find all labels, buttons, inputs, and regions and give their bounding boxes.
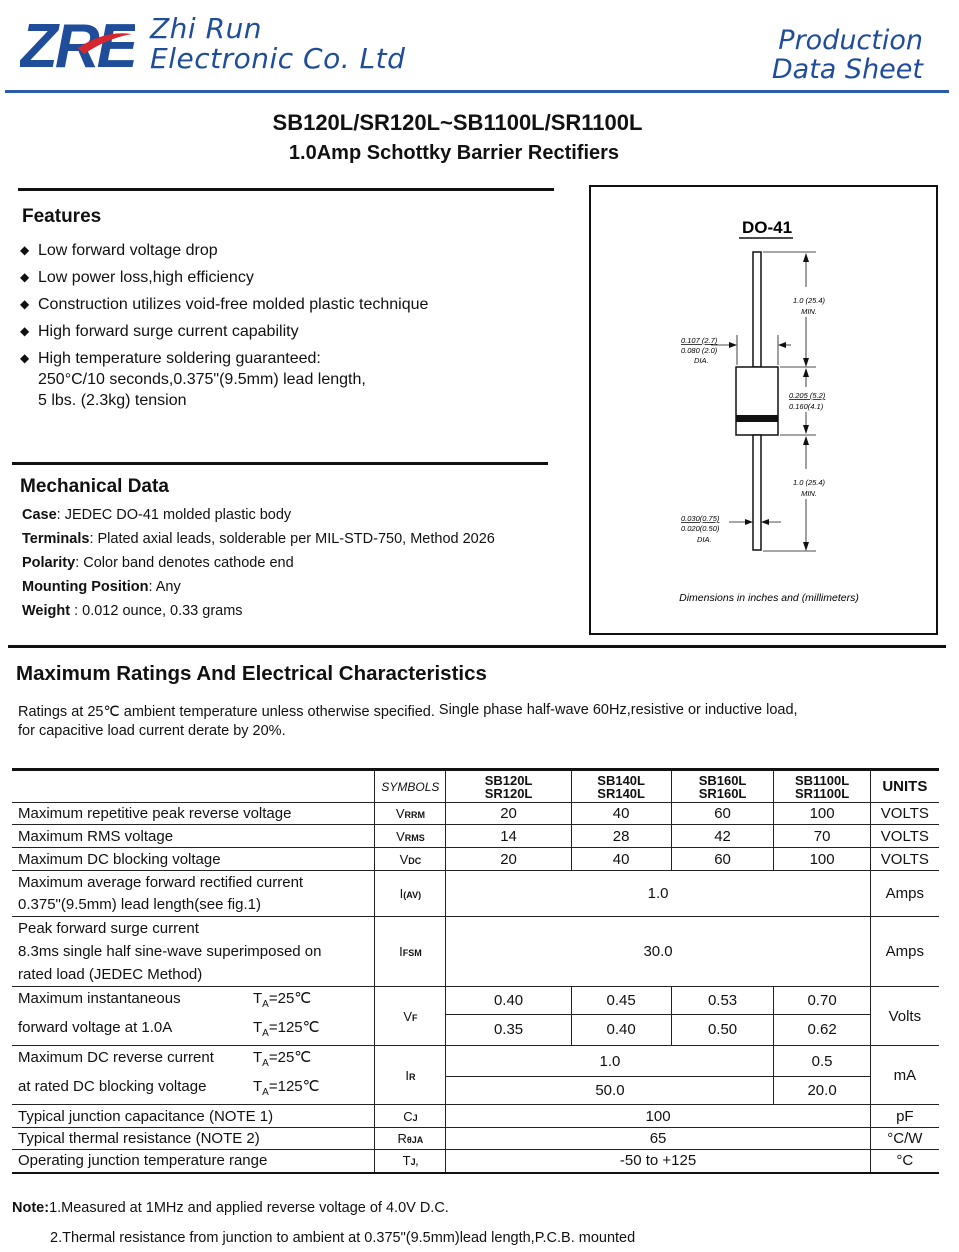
mechanical-data-list bbox=[22, 504, 562, 624]
header-blank-cell bbox=[12, 770, 375, 803]
arrow-icon bbox=[729, 342, 737, 348]
table-row: Typical junction capacitance (NOTE 1) CJ 100 pF bbox=[12, 1105, 939, 1128]
arrow-icon bbox=[803, 436, 809, 445]
arrow-icon bbox=[745, 519, 753, 525]
dim-label: 0.080 (2.0) bbox=[681, 346, 718, 355]
symbol-cell: VDC bbox=[375, 848, 446, 871]
feature-item: ◆ High temperature soldering guaranteed: 250°C/10 seconds,0.375"(9.5mm) lead length, 5 lbs. (2.3kg) tension bbox=[20, 350, 366, 409]
mechanical-heading: Mechanical Data bbox=[20, 476, 169, 497]
features-top-rule bbox=[18, 188, 554, 191]
dim-label: 0.020(0.50) bbox=[681, 524, 720, 533]
top-lead bbox=[753, 252, 761, 367]
features-heading: Features bbox=[22, 206, 102, 227]
arrow-icon bbox=[803, 253, 809, 262]
mech-row-weight: Weight : 0.012 ounce, 0.33 grams bbox=[22, 603, 243, 619]
part-header: SB140L SR140L bbox=[571, 770, 671, 803]
symbol-cell: IR bbox=[375, 1046, 446, 1105]
dim-label: MIN. bbox=[801, 307, 817, 316]
symbols-header: SYMBOLS bbox=[375, 770, 446, 803]
header-divider bbox=[5, 90, 949, 93]
part-description: 1.0Amp Schottky Barrier Rectifiers bbox=[288, 142, 620, 164]
units-header: UNITS bbox=[870, 770, 939, 803]
conditions-line1: Ratings at 25℃ ambient temperature unless otherwise specified. Single phase half-wave 60Hz,resistive or inductive load, bbox=[18, 702, 798, 720]
part-header: SB160L SR160L bbox=[671, 770, 774, 803]
note-2: 2.Thermal resistance from junction to ambient at 0.375"(9.5mm)lead length,P.C.B. mounted bbox=[50, 1230, 636, 1246]
table-row: Typical thermal resistance (NOTE 2) RθJA 65 °C/W bbox=[12, 1128, 939, 1150]
dim-label: 0.205 (5.2) bbox=[789, 391, 826, 400]
part-header: SB120L SR120L bbox=[446, 770, 571, 803]
symbol-cell: VRMS bbox=[375, 825, 446, 848]
dim-label: 1.0 (25.4) bbox=[792, 296, 826, 305]
package-outline-box bbox=[589, 185, 938, 635]
table-row: Peak forward surge current 8.3ms single half sine-wave superimposed on rated load (JEDEC Method) IFSM 30.0 Amps bbox=[12, 917, 939, 987]
doc-type bbox=[772, 26, 923, 84]
part-header: SB1100L SR1100L bbox=[774, 770, 870, 803]
arrow-icon bbox=[803, 542, 809, 551]
dim-label: DIA. bbox=[694, 356, 709, 365]
features-list bbox=[20, 240, 560, 417]
feature-item: ◆ Low forward voltage drop bbox=[20, 242, 218, 259]
mech-row-terminals: Terminals: Plated axial leads, solderable per MIL-STD-750, Method 2026 bbox=[22, 531, 495, 547]
table-row: Maximum average forward rectified current 0.375"(9.5mm) lead length(see fig.1) I(AV) 1.0 Amps bbox=[12, 871, 939, 917]
bullet-arrow-icon: ◆ bbox=[20, 324, 30, 338]
arrow-icon bbox=[803, 368, 809, 377]
feature-item: ◆ Construction utilizes void-free molded plastic technique bbox=[20, 296, 429, 313]
ratings-heading: Maximum Ratings And Electrical Characteristics bbox=[16, 662, 487, 685]
ratings-conditions bbox=[18, 703, 798, 741]
mech-row-case: Case: JEDEC DO-41 molded plastic body bbox=[22, 507, 292, 523]
table-row: Maximum DC blocking voltage VDC 20 40 60 100 VOLTS bbox=[12, 848, 939, 871]
package-name: DO-41 bbox=[741, 218, 793, 237]
ratings-top-rule bbox=[8, 645, 946, 648]
company-name bbox=[150, 14, 405, 74]
table-row: 0.35 0.40 0.50 0.62 bbox=[12, 1014, 939, 1045]
dimensions-footnote: Dimensions in inches and (millimeters) bbox=[679, 592, 859, 604]
bullet-arrow-icon: ◆ bbox=[20, 297, 30, 311]
logo-text: ZRE bbox=[20, 12, 135, 74]
symbol-cell: IFSM bbox=[375, 917, 446, 987]
doc-type-line2: Data Sheet bbox=[771, 54, 923, 85]
table-row: Operating junction temperature range TJ, -50 to +125 °C bbox=[12, 1150, 939, 1173]
mech-row-polarity: Polarity: Color band denotes cathode end bbox=[22, 555, 294, 571]
dim-label: 0.030(0.75) bbox=[681, 514, 720, 523]
feature-item: ◆ Low power loss,high efficiency bbox=[20, 269, 254, 286]
company-logo bbox=[20, 12, 135, 74]
ratings-table bbox=[12, 768, 939, 1174]
arrow-icon bbox=[803, 425, 809, 434]
symbol-cell: I(AV) bbox=[375, 871, 446, 917]
symbol-cell: CJ bbox=[375, 1105, 446, 1128]
doc-type-line1: Production bbox=[778, 25, 923, 56]
bullet-arrow-icon: ◆ bbox=[20, 243, 30, 257]
mech-row-mounting: Mounting Position: Any bbox=[22, 579, 181, 595]
arrow-icon bbox=[803, 358, 809, 367]
bullet-arrow-icon: ◆ bbox=[20, 351, 30, 365]
dim-label: 0.107 (2.7) bbox=[681, 336, 718, 345]
feature-item: ◆ High forward surge current capability bbox=[20, 323, 299, 340]
table-row: Maximum instantaneous $T_A=25℃$ forward voltage at 1.0A $T_A=125℃$ VF 0.40 0.45 0.53 0.70 Volts bbox=[12, 987, 939, 1015]
table-row: 50.0 20.0 bbox=[12, 1077, 939, 1105]
dim-label: 1.0 (25.4) bbox=[792, 478, 826, 487]
conditions-line2: for capacitive load current derate by 20%. bbox=[18, 723, 286, 739]
table-row: Maximum repetitive peak reverse voltage VRRM 20 40 60 100 VOLTS bbox=[12, 803, 939, 825]
arrow-icon bbox=[778, 342, 786, 348]
symbol-cell: VF bbox=[375, 987, 446, 1046]
company-name-line2: Electronic Co. Ltd bbox=[150, 42, 406, 75]
part-range-title: SB120L/SR120L~SB1100L/SR1100L bbox=[272, 110, 643, 135]
diode-body bbox=[736, 367, 778, 435]
bottom-lead bbox=[753, 435, 761, 550]
cathode-band bbox=[736, 415, 778, 422]
symbol-cell: TJ, bbox=[375, 1150, 446, 1173]
company-name-line1: Zhi Run bbox=[150, 12, 263, 45]
dim-label: 0.160(4.1) bbox=[789, 402, 824, 411]
dim-label: DIA. bbox=[697, 535, 712, 544]
mechanical-top-rule bbox=[12, 462, 548, 465]
table-row: Maximum DC reverse current $T_A=25℃$ at rated DC blocking voltage $T_A=125℃$ IR 1.0 0.5 mA bbox=[12, 1046, 939, 1077]
arrow-icon bbox=[761, 519, 769, 525]
bullet-arrow-icon: ◆ bbox=[20, 270, 30, 284]
table-row: Maximum RMS voltage VRMS 14 28 42 70 VOLTS bbox=[12, 825, 939, 848]
note-1: Note:1.Measured at 1MHz and applied reverse voltage of 4.0V D.C. bbox=[12, 1200, 449, 1216]
symbol-cell: RθJA bbox=[375, 1128, 446, 1150]
table-header-row bbox=[12, 770, 939, 803]
dim-label: MIN. bbox=[801, 489, 817, 498]
symbol-cell: VRRM bbox=[375, 803, 446, 825]
notes bbox=[12, 1200, 635, 1246]
